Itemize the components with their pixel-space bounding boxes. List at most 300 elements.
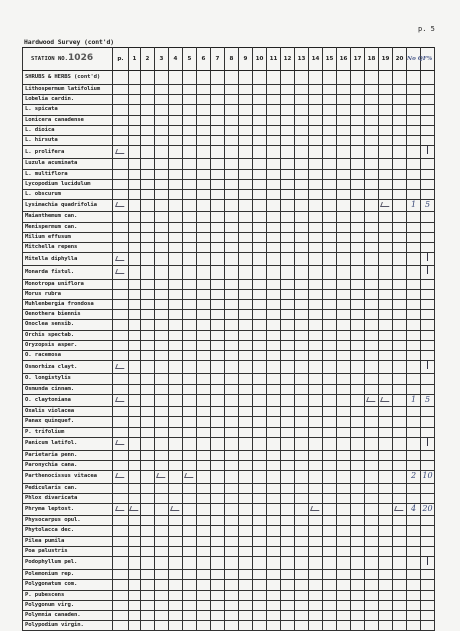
station-cell-12[interactable] [281,461,295,471]
station-cell-14[interactable] [309,179,323,189]
station-cell-3[interactable] [155,580,169,590]
station-cell-9[interactable] [239,374,253,384]
station-cell-4[interactable] [169,483,183,493]
station-cell-13[interactable] [295,330,309,340]
station-cell-14[interactable] [309,361,323,374]
station-cell-16[interactable] [337,146,351,159]
station-cell-12[interactable] [281,536,295,546]
station-cell-18[interactable] [365,450,379,460]
station-cell-8[interactable] [225,461,239,471]
station-cell-12[interactable] [281,266,295,279]
station-cell-8[interactable] [225,279,239,289]
station-cell-12[interactable] [281,310,295,320]
station-cell-19[interactable] [379,95,393,105]
station-cell-13[interactable] [295,320,309,330]
station-cell-10[interactable] [253,125,267,135]
presence-cell[interactable] [113,330,129,340]
station-cell-7[interactable] [211,266,225,279]
station-cell-13[interactable] [295,340,309,350]
station-cell-4[interactable] [169,105,183,115]
station-cell-18[interactable] [365,483,379,493]
station-cell-2[interactable] [141,125,155,135]
station-cell-2[interactable] [141,95,155,105]
station-cell-17[interactable] [351,570,365,580]
station-cell-14[interactable] [309,253,323,266]
station-cell-4[interactable] [169,503,183,515]
quadrat-count-cell[interactable] [407,289,421,299]
station-cell-20[interactable] [393,125,407,135]
station-cell-2[interactable] [141,536,155,546]
presence-cell[interactable] [113,300,129,310]
station-cell-13[interactable] [295,461,309,471]
station-cell-10[interactable] [253,437,267,450]
station-cell-18[interactable] [365,125,379,135]
station-cell-13[interactable] [295,471,309,483]
station-cell-11[interactable] [267,427,281,437]
station-cell-4[interactable] [169,179,183,189]
station-cell-6[interactable] [197,556,211,569]
station-cell-5[interactable] [183,136,197,146]
station-cell-19[interactable] [379,85,393,95]
station-cell-5[interactable] [183,450,197,460]
station-cell-12[interactable] [281,212,295,222]
frequency-cell[interactable] [421,85,435,95]
quadrat-count-cell[interactable] [407,361,421,374]
station-cell-8[interactable] [225,266,239,279]
station-cell-15[interactable] [323,232,337,242]
station-cell-8[interactable] [225,600,239,610]
station-cell-15[interactable] [323,200,337,212]
station-cell-3[interactable] [155,222,169,232]
station-cell-17[interactable] [351,526,365,536]
presence-cell[interactable] [113,85,129,95]
station-cell-9[interactable] [239,232,253,242]
station-cell-5[interactable] [183,159,197,169]
presence-cell[interactable] [113,580,129,590]
station-cell-13[interactable] [295,493,309,503]
station-cell-12[interactable] [281,136,295,146]
station-cell-17[interactable] [351,471,365,483]
station-cell-14[interactable] [309,300,323,310]
station-cell-20[interactable] [393,310,407,320]
station-cell-8[interactable] [225,417,239,427]
quadrat-count-cell[interactable] [407,232,421,242]
frequency-cell[interactable] [421,610,435,620]
station-cell-19[interactable] [379,361,393,374]
station-cell-10[interactable] [253,253,267,266]
station-cell-5[interactable] [183,621,197,631]
station-cell-19[interactable] [379,340,393,350]
station-cell-3[interactable] [155,105,169,115]
station-cell-7[interactable] [211,427,225,437]
station-cell-5[interactable] [183,85,197,95]
station-cell-12[interactable] [281,279,295,289]
station-cell-15[interactable] [323,243,337,253]
station-cell-1[interactable] [129,493,141,503]
station-cell-17[interactable] [351,384,365,394]
station-cell-9[interactable] [239,437,253,450]
station-cell-4[interactable] [169,516,183,526]
station-cell-18[interactable] [365,253,379,266]
station-cell-11[interactable] [267,146,281,159]
station-cell-12[interactable] [281,361,295,374]
frequency-cell[interactable] [421,212,435,222]
station-cell-10[interactable] [253,169,267,179]
station-cell-3[interactable] [155,384,169,394]
station-cell-17[interactable] [351,407,365,417]
station-cell-19[interactable] [379,610,393,620]
station-cell-20[interactable] [393,330,407,340]
station-cell-2[interactable] [141,179,155,189]
station-cell-8[interactable] [225,374,239,384]
station-cell-8[interactable] [225,105,239,115]
station-cell-19[interactable] [379,136,393,146]
station-cell-14[interactable] [309,546,323,556]
station-cell-11[interactable] [267,610,281,620]
station-cell-10[interactable] [253,95,267,105]
station-cell-14[interactable] [309,417,323,427]
station-cell-6[interactable] [197,361,211,374]
station-cell-6[interactable] [197,536,211,546]
frequency-cell[interactable] [421,179,435,189]
station-cell-1[interactable] [129,169,141,179]
station-cell-5[interactable] [183,179,197,189]
station-cell-6[interactable] [197,340,211,350]
quadrat-count-cell[interactable] [407,330,421,340]
quadrat-count-cell[interactable] [407,320,421,330]
station-cell-18[interactable] [365,546,379,556]
station-cell-19[interactable] [379,222,393,232]
station-cell-12[interactable] [281,546,295,556]
station-cell-20[interactable] [393,437,407,450]
station-cell-19[interactable] [379,289,393,299]
station-cell-8[interactable] [225,580,239,590]
station-cell-6[interactable] [197,621,211,631]
station-cell-17[interactable] [351,105,365,115]
station-cell-16[interactable] [337,394,351,406]
station-cell-1[interactable] [129,621,141,631]
station-cell-12[interactable] [281,159,295,169]
station-cell-14[interactable] [309,600,323,610]
quadrat-count-cell[interactable] [407,493,421,503]
presence-cell[interactable] [113,450,129,460]
station-cell-20[interactable] [393,253,407,266]
station-cell-13[interactable] [295,279,309,289]
station-cell-5[interactable] [183,570,197,580]
presence-cell[interactable] [113,169,129,179]
station-cell-7[interactable] [211,483,225,493]
station-cell-10[interactable] [253,179,267,189]
station-cell-2[interactable] [141,136,155,146]
station-cell-11[interactable] [267,351,281,361]
station-cell-12[interactable] [281,503,295,515]
station-cell-17[interactable] [351,461,365,471]
station-cell-11[interactable] [267,159,281,169]
station-cell-18[interactable] [365,600,379,610]
station-cell-16[interactable] [337,471,351,483]
station-cell-7[interactable] [211,374,225,384]
station-cell-8[interactable] [225,85,239,95]
station-cell-18[interactable] [365,570,379,580]
station-cell-6[interactable] [197,279,211,289]
presence-cell[interactable] [113,461,129,471]
station-cell-10[interactable] [253,190,267,200]
station-cell-13[interactable] [295,125,309,135]
quadrat-count-cell[interactable] [407,580,421,590]
station-cell-3[interactable] [155,516,169,526]
station-cell-8[interactable] [225,136,239,146]
quadrat-count-cell[interactable] [407,407,421,417]
station-cell-1[interactable] [129,526,141,536]
station-cell-13[interactable] [295,503,309,515]
station-cell-20[interactable] [393,289,407,299]
station-cell-13[interactable] [295,374,309,384]
station-cell-3[interactable] [155,232,169,242]
station-cell-19[interactable] [379,179,393,189]
presence-cell[interactable] [113,222,129,232]
station-cell-10[interactable] [253,503,267,515]
station-cell-3[interactable] [155,407,169,417]
station-cell-19[interactable] [379,417,393,427]
station-cell-4[interactable] [169,427,183,437]
frequency-cell[interactable] [421,437,435,450]
station-cell-4[interactable] [169,125,183,135]
station-cell-19[interactable] [379,330,393,340]
station-cell-16[interactable] [337,417,351,427]
station-cell-2[interactable] [141,590,155,600]
station-cell-7[interactable] [211,115,225,125]
station-cell-17[interactable] [351,115,365,125]
station-cell-1[interactable] [129,407,141,417]
station-cell-7[interactable] [211,394,225,406]
station-cell-2[interactable] [141,253,155,266]
station-cell-12[interactable] [281,330,295,340]
station-cell-19[interactable] [379,427,393,437]
station-cell-12[interactable] [281,384,295,394]
station-cell-16[interactable] [337,95,351,105]
station-cell-18[interactable] [365,590,379,600]
station-cell-14[interactable] [309,590,323,600]
presence-cell[interactable] [113,136,129,146]
station-cell-11[interactable] [267,300,281,310]
station-cell-7[interactable] [211,536,225,546]
station-cell-13[interactable] [295,361,309,374]
station-cell-6[interactable] [197,483,211,493]
station-cell-1[interactable] [129,222,141,232]
quadrat-count-cell[interactable] [407,526,421,536]
station-cell-20[interactable] [393,536,407,546]
quadrat-count-cell[interactable] [407,483,421,493]
station-cell-17[interactable] [351,493,365,503]
quadrat-count-cell[interactable] [407,169,421,179]
station-cell-17[interactable] [351,289,365,299]
station-cell-9[interactable] [239,310,253,320]
station-cell-5[interactable] [183,483,197,493]
station-cell-13[interactable] [295,212,309,222]
station-cell-12[interactable] [281,580,295,590]
station-cell-17[interactable] [351,610,365,620]
station-cell-19[interactable] [379,394,393,406]
station-cell-5[interactable] [183,200,197,212]
quadrat-count-cell[interactable] [407,621,421,631]
station-cell-1[interactable] [129,330,141,340]
station-cell-10[interactable] [253,471,267,483]
station-cell-8[interactable] [225,95,239,105]
station-cell-2[interactable] [141,212,155,222]
station-cell-7[interactable] [211,493,225,503]
station-cell-19[interactable] [379,266,393,279]
station-cell-3[interactable] [155,200,169,212]
station-cell-20[interactable] [393,159,407,169]
frequency-cell[interactable] [421,461,435,471]
station-cell-3[interactable] [155,450,169,460]
station-cell-6[interactable] [197,200,211,212]
station-cell-8[interactable] [225,384,239,394]
station-cell-11[interactable] [267,190,281,200]
station-cell-1[interactable] [129,115,141,125]
station-cell-17[interactable] [351,146,365,159]
station-cell-4[interactable] [169,417,183,427]
station-cell-5[interactable] [183,600,197,610]
station-cell-5[interactable] [183,374,197,384]
station-cell-15[interactable] [323,493,337,503]
station-cell-7[interactable] [211,310,225,320]
station-cell-19[interactable] [379,374,393,384]
station-cell-11[interactable] [267,310,281,320]
station-cell-7[interactable] [211,546,225,556]
station-cell-7[interactable] [211,361,225,374]
station-cell-4[interactable] [169,212,183,222]
station-cell-19[interactable] [379,407,393,417]
station-cell-10[interactable] [253,546,267,556]
station-cell-18[interactable] [365,621,379,631]
station-cell-11[interactable] [267,340,281,350]
station-cell-19[interactable] [379,125,393,135]
station-cell-18[interactable] [365,493,379,503]
station-cell-12[interactable] [281,570,295,580]
station-cell-18[interactable] [365,330,379,340]
station-cell-17[interactable] [351,169,365,179]
station-cell-1[interactable] [129,610,141,620]
station-cell-16[interactable] [337,289,351,299]
station-cell-9[interactable] [239,394,253,406]
station-cell-14[interactable] [309,212,323,222]
station-cell-10[interactable] [253,407,267,417]
station-cell-12[interactable] [281,417,295,427]
station-cell-8[interactable] [225,212,239,222]
station-cell-1[interactable] [129,450,141,460]
station-cell-5[interactable] [183,556,197,569]
station-cell-13[interactable] [295,253,309,266]
frequency-cell[interactable] [421,232,435,242]
station-cell-14[interactable] [309,125,323,135]
quadrat-count-cell[interactable] [407,115,421,125]
frequency-cell[interactable] [421,159,435,169]
station-cell-2[interactable] [141,289,155,299]
station-cell-11[interactable] [267,374,281,384]
frequency-cell[interactable] [421,279,435,289]
station-cell-9[interactable] [239,300,253,310]
station-cell-12[interactable] [281,253,295,266]
frequency-cell[interactable] [421,200,435,212]
station-cell-6[interactable] [197,85,211,95]
station-cell-10[interactable] [253,536,267,546]
frequency-cell[interactable] [421,600,435,610]
station-cell-18[interactable] [365,300,379,310]
frequency-cell[interactable] [421,471,435,483]
station-cell-20[interactable] [393,105,407,115]
station-cell-13[interactable] [295,85,309,95]
station-cell-14[interactable] [309,310,323,320]
station-cell-19[interactable] [379,384,393,394]
station-cell-12[interactable] [281,169,295,179]
presence-cell[interactable] [113,394,129,406]
frequency-cell[interactable] [421,310,435,320]
station-cell-14[interactable] [309,351,323,361]
station-cell-19[interactable] [379,516,393,526]
station-cell-9[interactable] [239,212,253,222]
station-cell-10[interactable] [253,279,267,289]
presence-cell[interactable] [113,95,129,105]
station-cell-3[interactable] [155,300,169,310]
station-cell-4[interactable] [169,556,183,569]
station-cell-17[interactable] [351,190,365,200]
station-cell-6[interactable] [197,105,211,115]
station-cell-15[interactable] [323,546,337,556]
station-cell-1[interactable] [129,266,141,279]
station-cell-12[interactable] [281,483,295,493]
station-cell-9[interactable] [239,536,253,546]
station-cell-3[interactable] [155,374,169,384]
station-cell-10[interactable] [253,289,267,299]
station-cell-18[interactable] [365,580,379,590]
station-cell-15[interactable] [323,212,337,222]
quadrat-count-cell[interactable] [407,384,421,394]
station-cell-14[interactable] [309,621,323,631]
station-cell-9[interactable] [239,340,253,350]
station-cell-17[interactable] [351,450,365,460]
station-cell-9[interactable] [239,570,253,580]
station-cell-11[interactable] [267,212,281,222]
station-cell-5[interactable] [183,320,197,330]
presence-cell[interactable] [113,351,129,361]
station-cell-8[interactable] [225,570,239,580]
quadrat-count-cell[interactable] [407,471,421,483]
presence-cell[interactable] [113,289,129,299]
station-cell-14[interactable] [309,374,323,384]
station-cell-12[interactable] [281,621,295,631]
station-cell-8[interactable] [225,232,239,242]
quadrat-count-cell[interactable] [407,212,421,222]
station-cell-5[interactable] [183,212,197,222]
station-cell-11[interactable] [267,243,281,253]
station-cell-2[interactable] [141,300,155,310]
station-cell-16[interactable] [337,200,351,212]
station-cell-5[interactable] [183,526,197,536]
station-cell-7[interactable] [211,320,225,330]
station-cell-9[interactable] [239,407,253,417]
station-cell-18[interactable] [365,310,379,320]
quadrat-count-cell[interactable] [407,190,421,200]
station-cell-14[interactable] [309,136,323,146]
presence-cell[interactable] [113,621,129,631]
quadrat-count-cell[interactable] [407,437,421,450]
station-cell-11[interactable] [267,289,281,299]
quadrat-count-cell[interactable] [407,450,421,460]
station-cell-2[interactable] [141,374,155,384]
station-cell-14[interactable] [309,200,323,212]
station-cell-2[interactable] [141,526,155,536]
